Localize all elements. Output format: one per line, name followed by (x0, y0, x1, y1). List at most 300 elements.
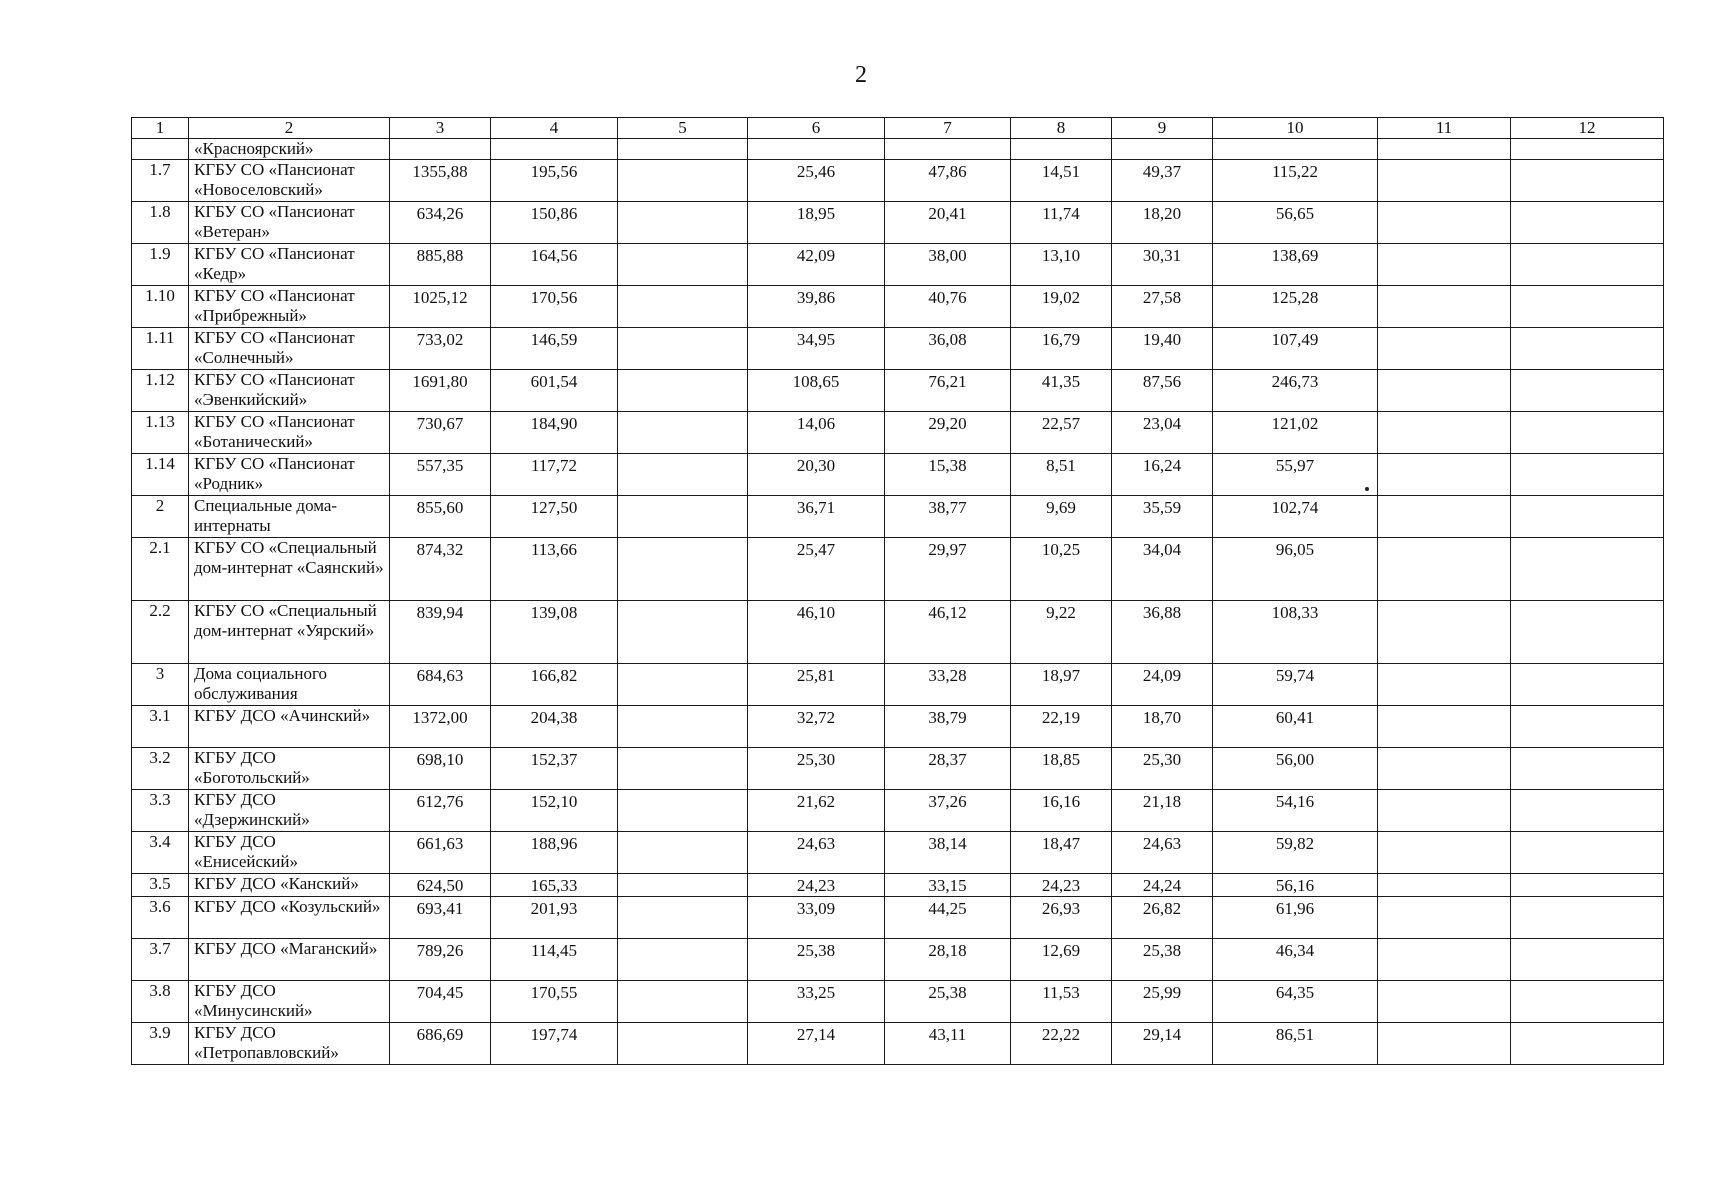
value-cell (390, 496, 491, 538)
cell-text (624, 202, 741, 204)
cell-text (1219, 139, 1371, 141)
column-header-10: 10 (1213, 118, 1378, 139)
cell-text: 127,50 (530, 498, 578, 517)
cell-text (624, 328, 741, 330)
cell-text: 34,04 (1142, 540, 1182, 559)
value-cell (618, 454, 748, 496)
cell-text: 22,57 (1041, 414, 1081, 433)
table-row (132, 706, 1664, 748)
value-cell (885, 874, 1011, 897)
cell-text: 152,37 (530, 750, 578, 769)
cell-text: 21,18 (1142, 792, 1182, 811)
value-cell (1511, 139, 1664, 160)
value-cell (390, 1023, 491, 1065)
cell-text: 27,58 (1142, 288, 1182, 307)
cell-text (624, 832, 741, 834)
value-cell (1112, 496, 1213, 538)
value-cell (885, 496, 1011, 538)
value-cell (491, 139, 618, 160)
cell-text: 684,63 (416, 666, 464, 685)
value-cell (1378, 706, 1511, 748)
row-number-cell (132, 139, 189, 160)
header-row (132, 118, 1664, 139)
value-cell (1011, 897, 1112, 939)
value-cell (1378, 832, 1511, 874)
cell-text: 56,65 (1275, 204, 1315, 223)
cell-text: 18,95 (796, 204, 836, 223)
value-cell (1112, 1023, 1213, 1065)
value-cell (491, 160, 618, 202)
cell-text: 686,69 (416, 1025, 464, 1044)
value-cell (1112, 412, 1213, 454)
value-cell (1011, 496, 1112, 538)
value-cell (1511, 244, 1664, 286)
column-header-3: 3 (390, 118, 491, 139)
value-cell (390, 454, 491, 496)
institution-name-cell (189, 370, 390, 412)
value-cell (1112, 981, 1213, 1023)
cell-text (396, 139, 484, 141)
cell-text (624, 601, 741, 603)
cell-text: 1.10 (145, 286, 175, 305)
value-cell (491, 328, 618, 370)
value-cell (618, 897, 748, 939)
cell-text: КГБУ ДСО «Боготольский» (194, 748, 310, 787)
value-cell (491, 244, 618, 286)
value-cell (491, 412, 618, 454)
value-cell (1213, 897, 1378, 939)
value-cell (1511, 981, 1664, 1023)
cell-text: 60,41 (1275, 708, 1315, 727)
cell-text (1517, 538, 1657, 540)
cell-text: 150,86 (530, 204, 578, 223)
value-cell (1511, 538, 1664, 601)
value-cell (748, 139, 885, 160)
cell-text: 1355,88 (412, 162, 468, 181)
cell-text: 1372,00 (412, 708, 468, 727)
cell-text (1517, 601, 1657, 603)
value-cell (1511, 874, 1664, 897)
table-row (132, 790, 1664, 832)
cell-text: 87,56 (1142, 372, 1182, 391)
cell-text: 885,88 (416, 246, 464, 265)
cell-text: 661,63 (416, 834, 464, 853)
cell-text: 1.14 (145, 454, 175, 473)
value-cell (1011, 370, 1112, 412)
cell-text (891, 139, 1004, 141)
value-cell (491, 664, 618, 706)
cell-text: 195,56 (530, 162, 578, 181)
value-cell (748, 748, 885, 790)
cell-text (1384, 412, 1504, 414)
value-cell (1511, 939, 1664, 981)
value-cell (885, 454, 1011, 496)
cell-text (754, 139, 878, 141)
cell-text: 601,54 (530, 372, 578, 391)
cell-text: 33,28 (928, 666, 967, 685)
value-cell (618, 496, 748, 538)
row-number-cell (132, 748, 189, 790)
cell-text (624, 664, 741, 666)
value-cell (618, 244, 748, 286)
cell-text: 16,24 (1142, 456, 1182, 475)
cell-text: КГБУ СО «Пансионат «Ботанический» (194, 412, 355, 451)
cell-text (1384, 790, 1504, 792)
value-cell (885, 790, 1011, 832)
value-cell (1511, 328, 1664, 370)
row-number-cell (132, 538, 189, 601)
cell-text: КГБУ ДСО «Петропавловский» (194, 1023, 339, 1062)
value-cell (1011, 939, 1112, 981)
cell-text: КГБУ СО «Специальный дом-интернат «Уярский» (194, 601, 377, 640)
value-cell (1011, 706, 1112, 748)
institution-name-cell (189, 748, 390, 790)
cell-text (1517, 1023, 1657, 1025)
cell-text (624, 244, 741, 246)
column-header-2: 2 (189, 118, 390, 139)
column-header-7: 7 (885, 118, 1011, 139)
cell-text: 25,38 (1142, 941, 1182, 960)
cell-text: 37,26 (928, 792, 967, 811)
cell-text: 43,11 (928, 1025, 967, 1044)
value-cell (1213, 1023, 1378, 1065)
value-cell (1511, 412, 1664, 454)
cell-text: 39,86 (796, 288, 836, 307)
cell-text: 855,60 (416, 498, 464, 517)
cell-text: 18,20 (1142, 204, 1182, 223)
cell-text: 9,22 (1046, 603, 1076, 622)
cell-text (1384, 706, 1504, 708)
cell-text: 18,97 (1041, 666, 1081, 685)
cell-text (624, 1023, 741, 1025)
cell-text: КГБУ ДСО «Ачинский» (194, 706, 371, 725)
cell-text: 38,14 (928, 834, 967, 853)
cell-text: 2.1 (149, 538, 171, 557)
cell-text (1384, 601, 1504, 603)
cell-text: 42,09 (796, 246, 836, 265)
value-cell (748, 454, 885, 496)
cell-text (1517, 832, 1657, 834)
value-cell (1511, 832, 1664, 874)
cell-text: КГБУ СО «Специальный дом-интернат «Саянский» (194, 538, 384, 577)
cell-text: 11,74 (1042, 204, 1080, 223)
value-cell (390, 202, 491, 244)
value-cell (1011, 160, 1112, 202)
cell-text: 170,56 (530, 288, 578, 307)
cell-text: 46,34 (1275, 941, 1315, 960)
value-cell (885, 139, 1011, 160)
value-cell (1213, 790, 1378, 832)
cell-text: 874,32 (416, 540, 464, 559)
value-cell (618, 412, 748, 454)
cell-text: 10,25 (1041, 540, 1081, 559)
institution-name-cell (189, 706, 390, 748)
cell-text (624, 370, 741, 372)
value-cell (1213, 412, 1378, 454)
value-cell (1511, 601, 1664, 664)
institution-name-cell (189, 939, 390, 981)
cell-text: 56,00 (1275, 750, 1315, 769)
cell-text: КГБУ ДСО «Дзержинский» (194, 790, 310, 829)
institution-name-cell (189, 496, 390, 538)
value-cell (748, 897, 885, 939)
cell-text (1384, 370, 1504, 372)
value-cell (491, 601, 618, 664)
cell-text (1384, 939, 1504, 941)
institution-name-cell (189, 328, 390, 370)
cell-text: 16,16 (1041, 792, 1081, 811)
row-number-cell (132, 496, 189, 538)
value-cell (1011, 139, 1112, 160)
value-cell (748, 939, 885, 981)
value-cell (1213, 664, 1378, 706)
cell-text: 3.2 (149, 748, 171, 767)
value-cell (1378, 981, 1511, 1023)
cell-text: 1.11 (145, 328, 175, 347)
cell-text: КГБУ ДСО «Минусинский» (194, 981, 313, 1020)
value-cell (1213, 286, 1378, 328)
value-cell (1213, 160, 1378, 202)
cell-text: 3.7 (149, 939, 171, 958)
column-header-9: 9 (1112, 118, 1213, 139)
cell-text (624, 454, 741, 456)
cell-text: 108,33 (1271, 603, 1319, 622)
cell-text: 108,65 (792, 372, 840, 391)
cell-text: 33,09 (796, 899, 836, 918)
row-number-cell (132, 412, 189, 454)
cell-text: 188,96 (530, 834, 578, 853)
cell-text: 1025,12 (412, 288, 468, 307)
cell-text: 46,10 (796, 603, 836, 622)
row-number-cell (132, 328, 189, 370)
cell-text: Специальные дома-интернаты (194, 496, 338, 535)
cell-text: 634,26 (416, 204, 464, 223)
cell-text: 25,30 (1142, 750, 1182, 769)
value-cell (1011, 664, 1112, 706)
cell-text: 36,08 (928, 330, 967, 349)
cell-text: 22,19 (1041, 708, 1081, 727)
cell-text: 2 (155, 496, 165, 515)
cell-text (624, 939, 741, 941)
value-cell (390, 832, 491, 874)
value-cell (1112, 939, 1213, 981)
cell-text: 33,15 (928, 876, 967, 895)
value-cell (618, 981, 748, 1023)
cell-text: 44,25 (928, 899, 967, 918)
cell-text (1517, 939, 1657, 941)
cell-text: 125,28 (1271, 288, 1319, 307)
value-cell (1378, 139, 1511, 160)
value-cell (618, 370, 748, 412)
cell-text: 47,86 (928, 162, 967, 181)
value-cell (1011, 454, 1112, 496)
value-cell (1213, 748, 1378, 790)
cell-text (1384, 748, 1504, 750)
cell-text: 20,41 (928, 204, 967, 223)
value-cell (1011, 790, 1112, 832)
value-cell (1011, 832, 1112, 874)
table-row (132, 538, 1664, 601)
value-cell (885, 706, 1011, 748)
value-cell (1011, 286, 1112, 328)
cell-text: 20,30 (796, 456, 836, 475)
value-cell (885, 160, 1011, 202)
value-cell (618, 706, 748, 748)
value-cell (390, 160, 491, 202)
value-cell (748, 874, 885, 897)
cell-text (624, 538, 741, 540)
value-cell (885, 244, 1011, 286)
cell-text: КГБУ ДСО «Маганский» (194, 939, 378, 958)
value-cell (1112, 286, 1213, 328)
row-number-cell (132, 664, 189, 706)
value-cell (1112, 139, 1213, 160)
value-cell (1112, 664, 1213, 706)
cell-text (1384, 160, 1504, 162)
value-cell (748, 370, 885, 412)
value-cell (1378, 370, 1511, 412)
cell-text: 197,74 (530, 1025, 578, 1044)
cell-text (1384, 139, 1504, 141)
cell-text: 55,97 (1275, 456, 1315, 475)
cell-text: 61,96 (1275, 899, 1315, 918)
cell-text: 35,59 (1142, 498, 1182, 517)
cell-text (1517, 412, 1657, 414)
cell-text (1017, 139, 1105, 141)
value-cell (1378, 664, 1511, 706)
cell-text (1517, 370, 1657, 372)
cell-text (624, 706, 741, 708)
institution-name-cell (189, 790, 390, 832)
row-number-cell (132, 874, 189, 897)
value-cell (618, 832, 748, 874)
cell-text: Дома социального обслуживания (194, 664, 328, 703)
value-cell (1011, 202, 1112, 244)
value-cell (748, 202, 885, 244)
row-number-cell (132, 601, 189, 664)
cell-text: 56,16 (1275, 876, 1315, 895)
cell-text (624, 874, 741, 876)
cell-text (1517, 748, 1657, 750)
value-cell (885, 1023, 1011, 1065)
value-cell (748, 286, 885, 328)
cell-text (1384, 897, 1504, 899)
cell-text (1384, 286, 1504, 288)
value-cell (390, 981, 491, 1023)
cell-text: 25,99 (1142, 983, 1182, 1002)
table-row (132, 748, 1664, 790)
row-number-cell (132, 454, 189, 496)
value-cell (491, 538, 618, 601)
cell-text (624, 496, 741, 498)
value-cell (1378, 328, 1511, 370)
table-row (132, 496, 1664, 538)
value-cell (1112, 832, 1213, 874)
value-cell (1378, 160, 1511, 202)
cell-text: 3.8 (149, 981, 171, 1000)
value-cell (1511, 454, 1664, 496)
value-cell (618, 790, 748, 832)
value-cell (1112, 160, 1213, 202)
cell-text: 2.2 (149, 601, 171, 620)
table-row (132, 454, 1664, 496)
cell-text: 28,18 (928, 941, 967, 960)
value-cell (885, 897, 1011, 939)
table-row (132, 601, 1664, 664)
row-number-cell (132, 832, 189, 874)
cell-text (1517, 706, 1657, 708)
cell-text: 24,23 (796, 876, 836, 895)
cell-text: 166,82 (530, 666, 578, 685)
value-cell (1213, 202, 1378, 244)
cell-text: 16,79 (1041, 330, 1081, 349)
cell-text: 41,35 (1041, 372, 1081, 391)
institution-name-cell (189, 202, 390, 244)
cell-text (1517, 286, 1657, 288)
cell-text (624, 897, 741, 899)
value-cell (1511, 706, 1664, 748)
value-cell (390, 897, 491, 939)
cell-text (1384, 664, 1504, 666)
institution-name-cell (189, 832, 390, 874)
value-cell (1011, 748, 1112, 790)
value-cell (618, 328, 748, 370)
value-cell (1213, 874, 1378, 897)
cell-text (497, 139, 611, 141)
institution-name-cell (189, 160, 390, 202)
column-header-5: 5 (618, 118, 748, 139)
page-number: 2 (855, 62, 867, 88)
value-cell (390, 244, 491, 286)
institution-name-cell (189, 664, 390, 706)
value-cell (1378, 939, 1511, 981)
row-number-cell (132, 1023, 189, 1065)
cell-text: 1.8 (149, 202, 171, 221)
institution-name-cell (189, 454, 390, 496)
cell-text: 12,69 (1041, 941, 1081, 960)
table-row (132, 139, 1664, 160)
value-cell (618, 202, 748, 244)
value-cell (491, 897, 618, 939)
value-cell (748, 1023, 885, 1065)
value-cell (1378, 538, 1511, 601)
cell-text (1384, 244, 1504, 246)
cell-text: 730,67 (416, 414, 464, 433)
table-row (132, 370, 1664, 412)
value-cell (491, 202, 618, 244)
institution-name-cell (189, 874, 390, 897)
cell-text (1517, 496, 1657, 498)
value-cell (618, 874, 748, 897)
cell-text: 698,10 (416, 750, 464, 769)
cell-text: 25,30 (796, 750, 836, 769)
cell-text: 36,88 (1142, 603, 1182, 622)
value-cell (885, 981, 1011, 1023)
cell-text: 164,56 (530, 246, 578, 265)
value-cell (1011, 981, 1112, 1023)
value-cell (390, 538, 491, 601)
value-cell (390, 370, 491, 412)
table-row (132, 897, 1664, 939)
value-cell (1378, 1023, 1511, 1065)
cell-text: КГБУ СО «Пансионат «Кедр» (194, 244, 355, 283)
value-cell (618, 748, 748, 790)
cell-text: 25,47 (796, 540, 836, 559)
cell-text (624, 286, 741, 288)
cell-text: 146,59 (530, 330, 578, 349)
cell-text: 1691,80 (412, 372, 468, 391)
cell-text: 3.3 (149, 790, 171, 809)
